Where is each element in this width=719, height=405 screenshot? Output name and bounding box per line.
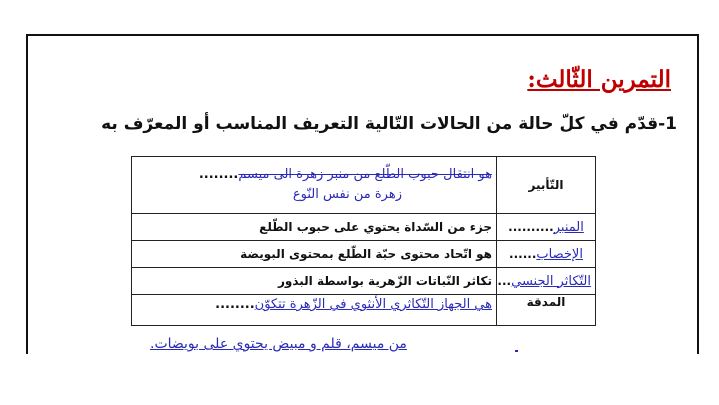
term-cell (497, 214, 596, 241)
term-label: المدقة (526, 295, 566, 309)
table-row (132, 157, 596, 214)
table-row (132, 295, 596, 326)
definition-cell: جزء من السّداة يحتوي على حبوب الطّلع (132, 214, 497, 241)
ink-mark (515, 350, 518, 352)
table-row (132, 268, 596, 295)
handwritten-term: الإخصاب (536, 246, 583, 262)
term-cell (497, 295, 596, 326)
answer-dots: ... (497, 273, 512, 288)
term-label: التّأبير (528, 178, 564, 192)
handwritten-definition-continued: زهرة من نفس النّوع (292, 187, 402, 202)
term-cell (497, 241, 596, 268)
exercise-instruction: 1-قدّم في كلّ حالة من الحالات التّالية التعريف المناسب أو المعرّف به (101, 114, 677, 134)
table-row (132, 241, 596, 268)
exercise-title: التمرين الثّالث: (527, 66, 671, 93)
answer-dots: ...... (509, 246, 537, 261)
answer-dots: ........ (215, 297, 255, 312)
handwritten-definition: هي الجهاز التّكاثري الأنثوي في الزّهرة تتكوّن (254, 297, 492, 312)
term-cell (497, 157, 596, 214)
handwritten-definition: هو انتقال حبوب الطّلع من منبر زهرة الى ميسم (238, 167, 492, 182)
term-cell (497, 268, 596, 295)
definition-cell (132, 295, 497, 326)
answer-dots: .......... (508, 219, 554, 234)
definition-cell: تكاثر النّباتات الزّهرية بواسطة البذور (132, 268, 497, 295)
definitions-table (131, 156, 596, 326)
answer-dots: ........ (198, 167, 239, 182)
definition-cell: هو اتّحاد محتوى حبّة الطّلع بمحتوى البويضة (132, 241, 497, 268)
definition-cell (132, 157, 497, 214)
handwritten-overflow-line: من ميسم، قلم و مبيض يحتوي على بويضات. (150, 336, 407, 352)
handwritten-term: التّكاثر الجنسي (511, 273, 591, 289)
table-row (132, 214, 596, 241)
handwritten-term: المنبر (553, 219, 584, 235)
